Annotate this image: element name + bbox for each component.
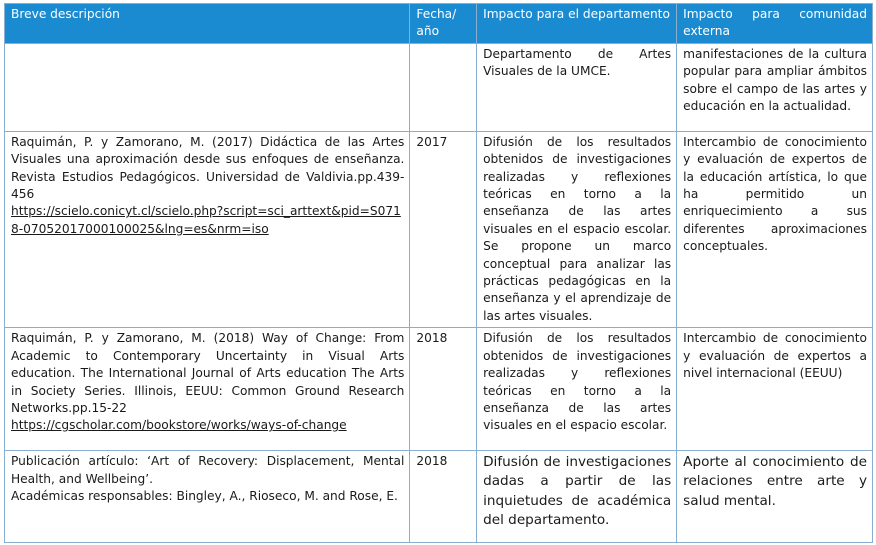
header-dept-impact: Impacto para el departamento xyxy=(477,4,677,44)
header-date: Fecha/ año xyxy=(410,4,477,44)
article-link[interactable]: https://scielo.conicyt.cl/scielo.php?script=sci_arttext&pid=S0718-07052017000100025&lng=es&nrm=iso xyxy=(11,204,401,236)
cell-date: 2018 xyxy=(410,451,477,543)
cell-description xyxy=(5,451,410,543)
description-text: Raquimán, P. y Zamorano, M. (2018) Way of Change: From Academic to Contemporary Uncertainty in Visual Arts education. The International Journal of Arts education The Arts in Society Series. Illinois, EEUU: Common Ground Research Networks.pp.15-22 xyxy=(11,331,405,415)
cell-ext-impact: manifestaciones de la cultura popular para ampliar ámbitos sobre el campo de las artes y educación en la actualidad. xyxy=(677,43,873,131)
cell-dept-impact: Difusión de los resultados obtenidos de investigaciones realizadas y reflexiones teóricas en torno a la enseñanza de las artes visuales en el espacio escolar. xyxy=(477,328,677,451)
cell-dept-impact: Departamento de Artes Visuales de la UMCE. xyxy=(477,43,677,131)
cell-description xyxy=(5,328,410,451)
cell-ext-impact: Aporte al conocimiento de relaciones entre arte y salud mental. xyxy=(677,451,873,543)
description-text: Raquimán, P. y Zamorano, M. (2017) Didáctica de las Artes Visuales una aproximación desde sus enfoques de enseñanza. Revista Estudios Pedagógicos. Universidad de Valdivia.pp.439-456 xyxy=(11,134,405,202)
header-ext-impact: Impacto para comunidad externa xyxy=(677,4,873,44)
cell-dept-impact: Difusión de investigaciones dadas a partir de las inquietudes de académica del departamento. xyxy=(477,451,677,543)
cell-date: 2018 xyxy=(410,328,477,451)
cell-date xyxy=(410,43,477,131)
table-row xyxy=(5,131,873,327)
cell-description xyxy=(5,131,410,327)
table-row xyxy=(5,451,873,543)
table-header-row xyxy=(5,4,873,44)
cell-dept-impact: Difusión de los resultados obtenidos de investigaciones realizadas y reflexiones teóricas en torno a la enseñanza de las artes visuales en el espacio escolar. Se propone un marco conceptual para analizar las prácticas pedagógicas en la enseñanza y el aprendizaje de las artes visuales. xyxy=(477,131,677,327)
publications-table xyxy=(4,3,873,543)
article-link[interactable]: https://cgscholar.com/bookstore/works/ways-of-change xyxy=(11,418,347,433)
cell-description xyxy=(5,43,410,131)
description-text: Publicación artículo: ‘Art of Recovery: Displacement, Mental Health, and Wellbeing’. xyxy=(11,454,405,486)
cell-ext-impact: Intercambio de conocimiento y evaluación de expertos a nivel internacional (EEUU) xyxy=(677,328,873,451)
cell-date: 2017 xyxy=(410,131,477,327)
table-row xyxy=(5,43,873,131)
header-description: Breve descripción xyxy=(5,4,410,44)
table-row xyxy=(5,328,873,451)
responsible-text: Académicas responsables: Bingley, A., Rioseco, M. and Rose, E. xyxy=(11,489,398,504)
cell-ext-impact: Intercambio de conocimiento y evaluación de expertos de la educación artística, lo que ha permitido un enriquecimiento a sus diferentes aproximaciones conceptuales. xyxy=(677,131,873,327)
